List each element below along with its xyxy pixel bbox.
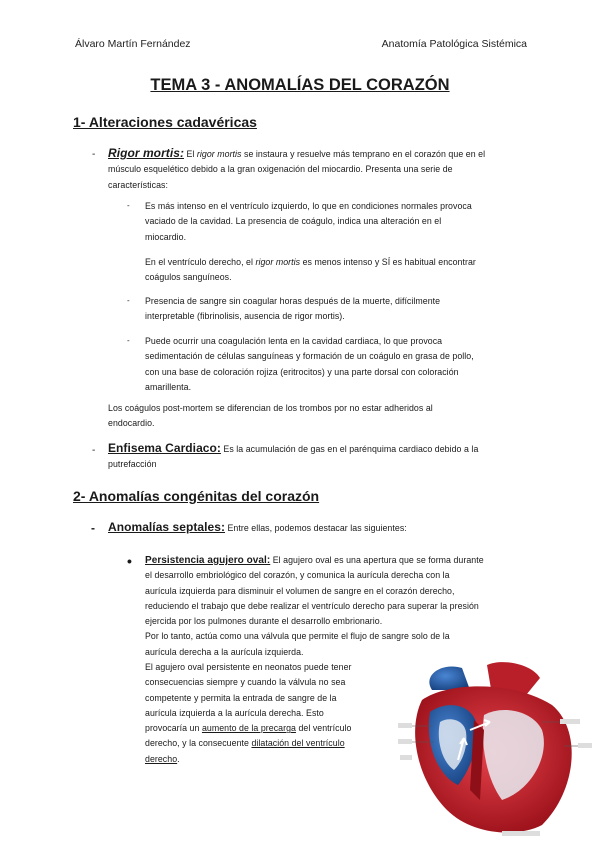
rigor-closing-line: endocardio. — [108, 418, 155, 429]
rigor-item-1-extra-b: es menos intenso y SÍ es habitual encontrar — [300, 256, 476, 267]
foramen-line: Por lo tanto, actúa como una válvula que permite el flujo de sangre solo de la — [145, 631, 450, 642]
foramen-para2-l5b: del ventrículo — [295, 723, 352, 734]
rigor-item-3 — [145, 334, 545, 395]
section2-heading: 2- Anomalías congénitas del corazón — [73, 488, 320, 504]
bullet-dash: - — [91, 521, 95, 535]
foramen-paragraph — [145, 553, 545, 660]
foramen-line: el desarrollo embriológico del corazón, y comunica la aurícula derecha con la — [145, 570, 450, 581]
foramen-para2-l7u: derecho — [145, 753, 178, 764]
enfisema-line2: putrefacción — [108, 459, 157, 470]
rigor-line2: músculo esquelético debido a la gran oxigenación del miocardio. Presenta una serie de — [108, 164, 453, 175]
rigor-item-2-line: Presencia de sangre sin coagular horas después de la muerte, difícilmente — [145, 296, 441, 306]
rigor-paragraph — [108, 146, 538, 193]
rigor-term: Rigor mortis: — [108, 146, 184, 160]
rigor-item-1-extra-a: En el ventrículo derecho, el — [145, 256, 256, 267]
foramen-para2-l5a: provocaría un — [145, 723, 202, 734]
section1-heading: 1- Alteraciones cadavéricas — [73, 114, 257, 130]
item-dash: - — [127, 296, 130, 305]
header-subject: Anatomía Patológica Sistémica — [381, 38, 527, 50]
rigor-item-2 — [145, 294, 545, 325]
item-dash: - — [127, 201, 130, 210]
rigor-item-1-line: miocardio. — [145, 231, 187, 242]
foramen-paragraph-2 — [145, 660, 395, 767]
item-dash: - — [127, 336, 130, 345]
foramen-para2-l7b: . — [177, 753, 180, 764]
septales-term: Anomalías septales: — [108, 520, 225, 534]
rigor-item-1 — [145, 199, 545, 285]
rigor-closing — [108, 401, 528, 432]
page-title-text: TEMA 3 - ANOMALÍAS DEL CORAZÓN — [150, 76, 450, 94]
foramen-para2-line: aurícula izquierda a la aurícula derecha. Esto — [145, 707, 324, 718]
foramen-line1: El agujero oval es una apertura que se forma durante — [270, 555, 484, 565]
rigor-item-2-line: interpretable (fibrinolisis, ausencia de rigor mortis). — [145, 311, 345, 322]
enfisema-term: Enfisema Cardiaco: — [108, 441, 221, 455]
foramen-line: ejercida por los pulmones durante el desarrollo embrionario. — [145, 616, 383, 627]
enfisema-line1: Es la acumulación de gas en el parénquima cardiaco debido a la — [220, 444, 479, 454]
bullet-dash: - — [92, 445, 96, 456]
rigor-item-1-line: vaciado de la cavidad. La presencia de coágulo, indica una alteración en el — [145, 216, 442, 227]
foramen-para2-l5u: aumento de la precarga — [201, 723, 296, 734]
header-author: Álvaro Martín Fernández — [75, 38, 191, 50]
page-title — [0, 76, 600, 95]
rigor-intro-b: se instaura y resuelve más temprano en el corazón que en el — [241, 149, 486, 159]
heart-anatomy-illustration — [392, 660, 596, 840]
rigor-item-3-line: con una base de coloración rojiza (eritrocitos) y una parte dorsal con coloración — [145, 366, 459, 377]
bullet-dot: • — [127, 553, 132, 569]
rigor-intro-a: El — [186, 149, 197, 159]
foramen-para2-line: El agujero oval persistente en neonatos puede tener — [145, 662, 352, 672]
foramen-para2-l6a: derecho, y la consecuente — [145, 738, 252, 749]
bullet-dash: - — [92, 149, 96, 160]
rigor-item-3-line: amarillenta. — [145, 381, 192, 392]
foramen-term: Persistencia agujero oval: — [145, 555, 271, 566]
septales-paragraph — [108, 520, 538, 536]
foramen-para2-line: competente y permita la entrada de sangre de la — [145, 692, 337, 703]
rigor-closing-line: Los coágulos post-mortem se diferencian de los trombos por no estar adheridos al — [108, 403, 433, 413]
foramen-para2-line: consecuencias siempre y cuando la válvula no sea — [145, 677, 346, 688]
septales-text: Entre ellas, podemos destacar las siguientes: — [225, 523, 407, 533]
rigor-item-1-line: Es más intenso en el ventrículo izquierdo, lo que en condiciones normales provoca — [145, 201, 472, 211]
rigor-item-3-line: Puede ocurrir una coagulación lenta en la cavidad cardiaca, lo que provoca — [145, 336, 443, 346]
rigor-line3: características: — [108, 179, 168, 190]
foramen-line: reduciendo el trabajo que debe realizar el ventrículo derecho para superar la presión — [145, 600, 479, 611]
foramen-line: aurícula izquierda para disminuir el volumen de sangre en el corazón derecho, — [145, 585, 455, 596]
enfisema-paragraph — [108, 441, 538, 473]
rigor-item-1-extra-em: rigor mortis — [255, 256, 301, 267]
foramen-para2-l6u: dilatación del ventrículo — [251, 738, 345, 749]
foramen-line: aurícula derecha a la aurícula izquierda. — [145, 646, 304, 657]
rigor-item-1-extra-line2: coágulos sanguíneos. — [145, 272, 232, 283]
rigor-intro-em: rigor mortis — [196, 149, 242, 159]
rigor-item-3-line: sedimentación de células sanguíneas y formación de un coágulo en grasa de pollo, — [145, 351, 474, 362]
